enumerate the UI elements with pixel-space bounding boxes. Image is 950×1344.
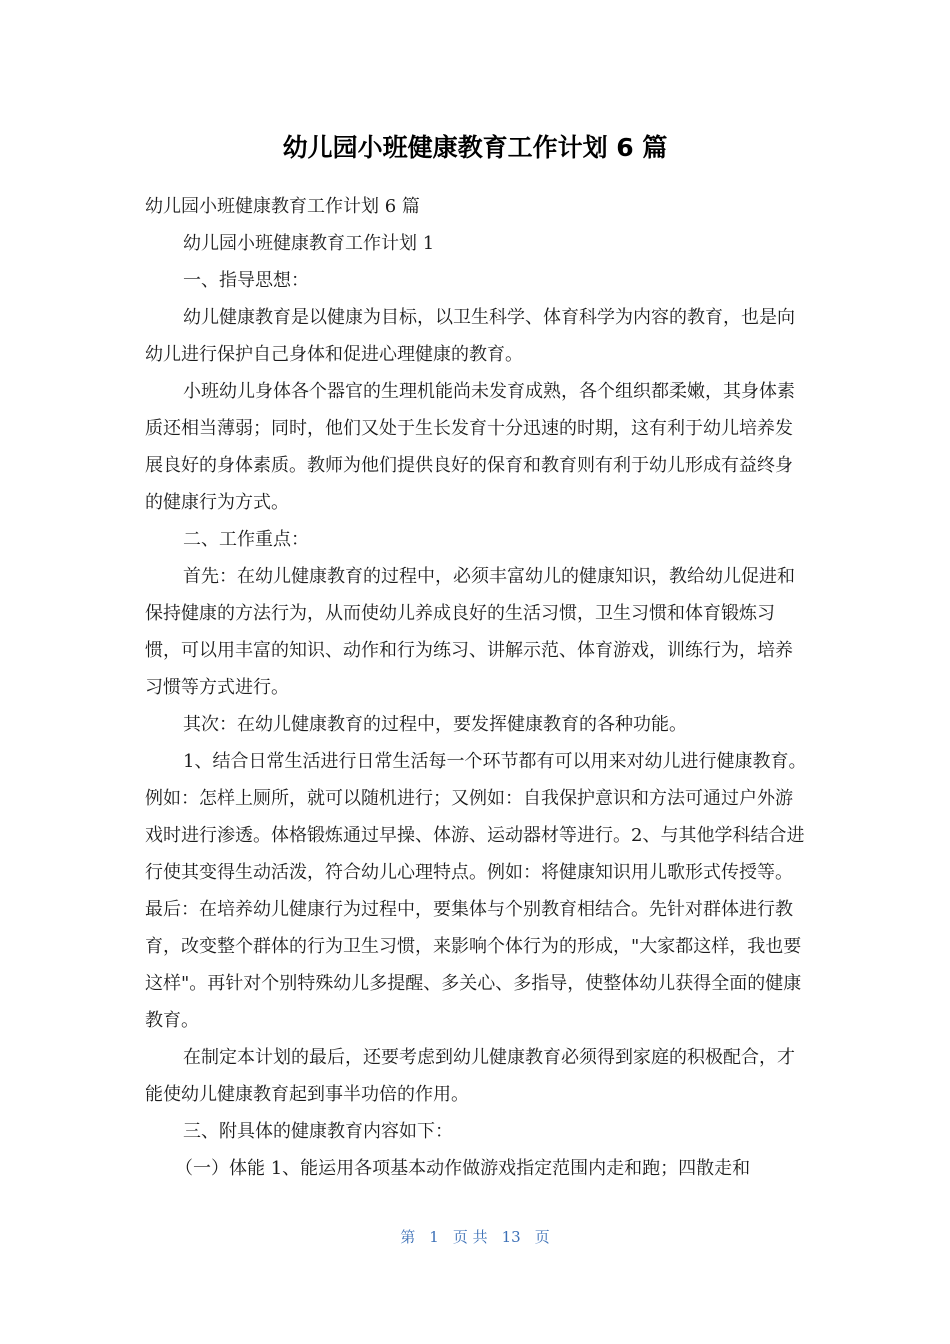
footer-page-suffix: 页 <box>534 1228 550 1246</box>
paragraph: 其次：在幼儿健康教育的过程中，要发挥健康教育的各种功能。 <box>183 714 687 735</box>
document-body <box>145 188 810 1187</box>
paragraph: 小班幼儿身体各个器官的生理机能尚未发育成熟，各个组织都柔嫩，其身体素质还相当薄弱；同时，他们又处于生长发育十分迅速的时期，这有利于幼儿培养发展良好的身体素质。教师为他们提供良好的保育和教育则有利于幼儿形成有益终身的健康行为方式。 <box>145 381 795 513</box>
section-heading: 二、工作重点： <box>183 529 309 550</box>
document-title: 幼儿园小班健康教育工作计划 6 篇 <box>282 133 668 162</box>
paragraph: 幼儿园小班健康教育工作计划 6 篇 <box>145 196 420 217</box>
footer-page-mid: 页 共 <box>452 1228 488 1246</box>
paragraph: （一）体能 1、能运用各项基本动作做游戏指定范围内走和跑；四散走和 <box>175 1158 751 1179</box>
section-heading: 一、指导思想： <box>183 270 309 291</box>
paragraph: 首先：在幼儿健康教育的过程中，必须丰富幼儿的健康知识，教给幼儿促进和保持健康的方法行为，从而使幼儿养成良好的生活习惯，卫生习惯和体育锻炼习惯，可以用丰富的知识、动作和行为练习、讲解示范、体育游戏，训练行为，培养习惯等方式进行。 <box>145 566 795 698</box>
paragraph: 幼儿健康教育是以健康为目标，以卫生科学、体育科学为内容的教育，也是向幼儿进行保护自己身体和促进心理健康的教育。 <box>145 307 795 365</box>
footer-page-number: 1 <box>429 1228 439 1246</box>
page-footer <box>0 1226 950 1247</box>
section-heading: 三、附具体的健康教育内容如下： <box>183 1121 453 1142</box>
footer-total-pages: 13 <box>501 1228 521 1246</box>
paragraph: 1、结合日常生活进行日常生活每一个环节都有可以用来对幼儿进行健康教育。例如：怎样上厕所，就可以随机进行；又例如：自我保护意识和方法可通过户外游戏时进行渗透。体格锻炼通过早操、体游、运动器材等进行。2、与其他学科结合进行使其变得生动活泼，符合幼儿心理特点。例如：将健康知识用儿歌形式传授等。最后：在培养幼儿健康行为过程中，要集体与个别教育相结合。先针对群体进行教育，改变整个群体的行为卫生习惯，来影响个体行为的形成，"大家都这样，我也要这样"。再针对个别特殊幼儿多提醒、多关心、多指导，使整体幼儿获得全面的健康教育。 <box>145 751 807 1031</box>
paragraph: 在制定本计划的最后，还要考虑到幼儿健康教育必须得到家庭的积极配合，才能使幼儿健康教育起到事半功倍的作用。 <box>145 1047 795 1105</box>
footer-page-prefix: 第 <box>400 1228 416 1246</box>
paragraph: 幼儿园小班健康教育工作计划 1 <box>183 233 435 254</box>
